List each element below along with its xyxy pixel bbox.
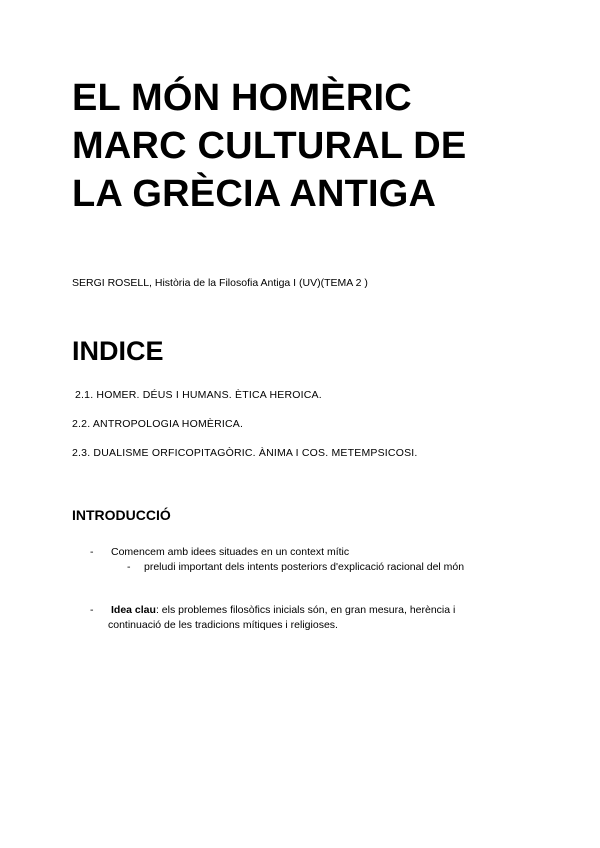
index-item-2-2: 2.2. ANTROPOLOGIA HOMÈRICA.: [72, 418, 244, 430]
index-item-2-1: 2.1. HOMER. DÉUS I HUMANS. ÈTICA HEROICA.: [75, 389, 322, 401]
bullet-2-text: [111, 604, 455, 617]
bullet-1-text: Comencem amb idees situades en un context mític: [111, 546, 350, 558]
bullet-2-rest: : els problemes filosòfics inicials són, en gran mesura, herència i: [155, 604, 456, 616]
title-line-2: MARC CULTURAL DE: [72, 125, 467, 167]
bullet-dash-2: -: [90, 604, 94, 616]
sub-bullet-1-text: preludi important dels intents posteriors d'explicació racional del món: [144, 561, 465, 573]
index-item-2-3: 2.3. DUALISME ORFICOPITAGÒRIC. ÀNIMA I COS. METEMPSICOSI.: [72, 447, 418, 459]
introduction-heading: INTRODUCCIÓ: [72, 507, 171, 523]
bullet-dash-1: -: [90, 546, 94, 558]
key-idea-label: Idea clau: [111, 604, 156, 616]
title-line-3: LA GRÈCIA ANTIGA: [72, 173, 437, 215]
bullet-2-continuation: continuació de les tradicions mítiques i religioses.: [108, 619, 338, 631]
index-heading: INDICE: [72, 336, 164, 366]
document-title: [72, 74, 466, 218]
title-line-1: EL MÓN HOMÈRIC: [72, 77, 412, 119]
author-line: SERGI ROSELL, Història de la Filosofia Antiga I (UV)(TEMA 2 ): [72, 277, 368, 289]
sub-bullet-dash-1: -: [127, 561, 131, 573]
